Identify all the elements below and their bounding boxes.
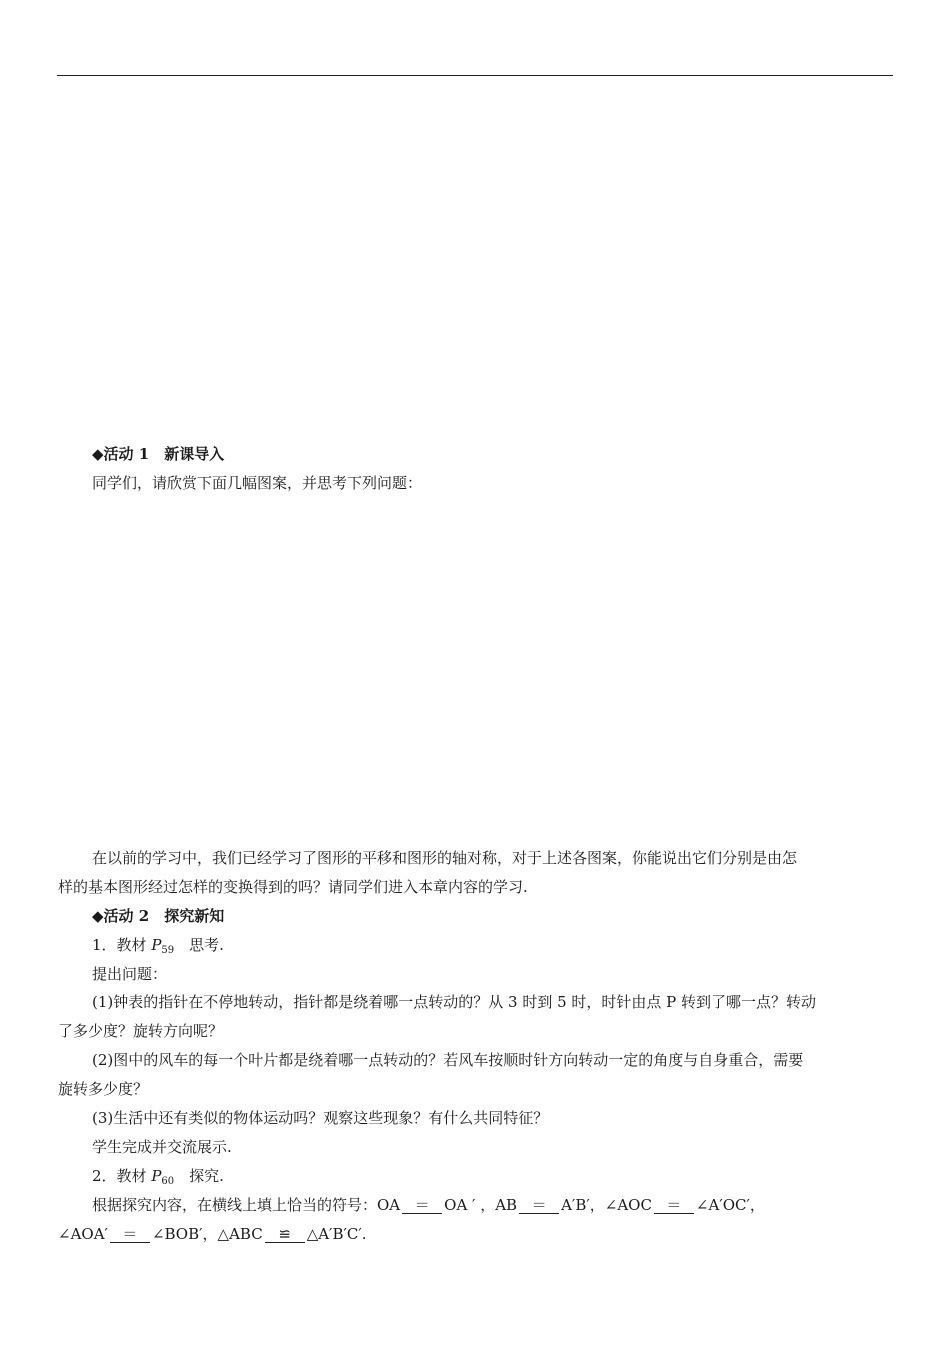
item2-textbook-ref bbox=[92, 1166, 224, 1192]
header-rule bbox=[57, 75, 893, 76]
item1-num: 1．教材 bbox=[92, 936, 152, 954]
ask-label: 提出问题： bbox=[92, 965, 168, 983]
item1-p: P bbox=[151, 936, 162, 954]
item1-rest: 思考. bbox=[174, 936, 224, 954]
question1-line1: (1)钟表的指针在不停地转动，指针都是绕着哪一点转动的？从 3 时到 5 时，时针由点 P 转到了哪一点？转动 bbox=[92, 993, 817, 1011]
item2-p: P bbox=[151, 1167, 162, 1185]
fill-blank-5[interactable]: ≌ bbox=[265, 1226, 305, 1243]
question3: (3)生活中还有类似的物体运动吗？观察这些现象？有什么共同特征？ bbox=[92, 1109, 549, 1127]
fill-text-4: ∠BOB′，△ABC bbox=[151, 1225, 263, 1243]
item2-num: 2．教材 bbox=[92, 1167, 152, 1185]
item2-rest: 探究. bbox=[174, 1167, 224, 1185]
complete-note: 学生完成并交流展示. bbox=[92, 1138, 232, 1156]
activity1-heading: ◆活动 1 新课导入 bbox=[92, 445, 225, 463]
fill-text-1: OA ′ ，AB bbox=[444, 1196, 518, 1214]
question2-line1: (2)图中的风车的每一个叶片都是绕着哪一点转动的？若风车按顺时针方向转动一定的角度与自身重合，需要 bbox=[92, 1051, 804, 1069]
fill-l2-prefix: ∠AOA′ bbox=[58, 1225, 108, 1243]
fill-blank-3[interactable]: ＝ bbox=[654, 1197, 694, 1214]
fill-text-2: A′B′，∠AOC bbox=[561, 1196, 652, 1214]
fill-blank-1[interactable]: ＝ bbox=[402, 1197, 442, 1214]
transition-line1: 在以前的学习中，我们已经学习了图形的平移和图形的轴对称，对于上述各图案，你能说出它们分别是由怎 bbox=[92, 849, 798, 867]
fill-prefix: 根据探究内容，在横线上填上恰当的符号：OA bbox=[92, 1196, 401, 1214]
activity1-intro: 同学们，请欣赏下面几幅图案，并思考下列问题： bbox=[92, 474, 423, 492]
item1-page: 59 bbox=[161, 945, 175, 956]
fill-blank-4[interactable]: ＝ bbox=[110, 1226, 150, 1243]
transition-line2: 样的基本图形经过怎样的变换得到的吗？请同学们进入本章内容的学习. bbox=[58, 878, 528, 896]
item2-page: 60 bbox=[161, 1176, 175, 1187]
question1-line2: 了多少度？旋转方向呢？ bbox=[58, 1022, 224, 1040]
question2-line2: 旋转多少度？ bbox=[58, 1080, 149, 1098]
activity2-heading: ◆活动 2 探究新知 bbox=[92, 907, 225, 925]
fill-text-5: △A′B′C′. bbox=[306, 1225, 367, 1243]
item1-textbook-ref bbox=[92, 935, 224, 961]
fill-text-3: ∠A′OC′， bbox=[695, 1196, 765, 1214]
fill-line2 bbox=[58, 1224, 367, 1244]
fill-blank-2[interactable]: ＝ bbox=[519, 1197, 559, 1214]
fill-line1 bbox=[92, 1195, 765, 1215]
